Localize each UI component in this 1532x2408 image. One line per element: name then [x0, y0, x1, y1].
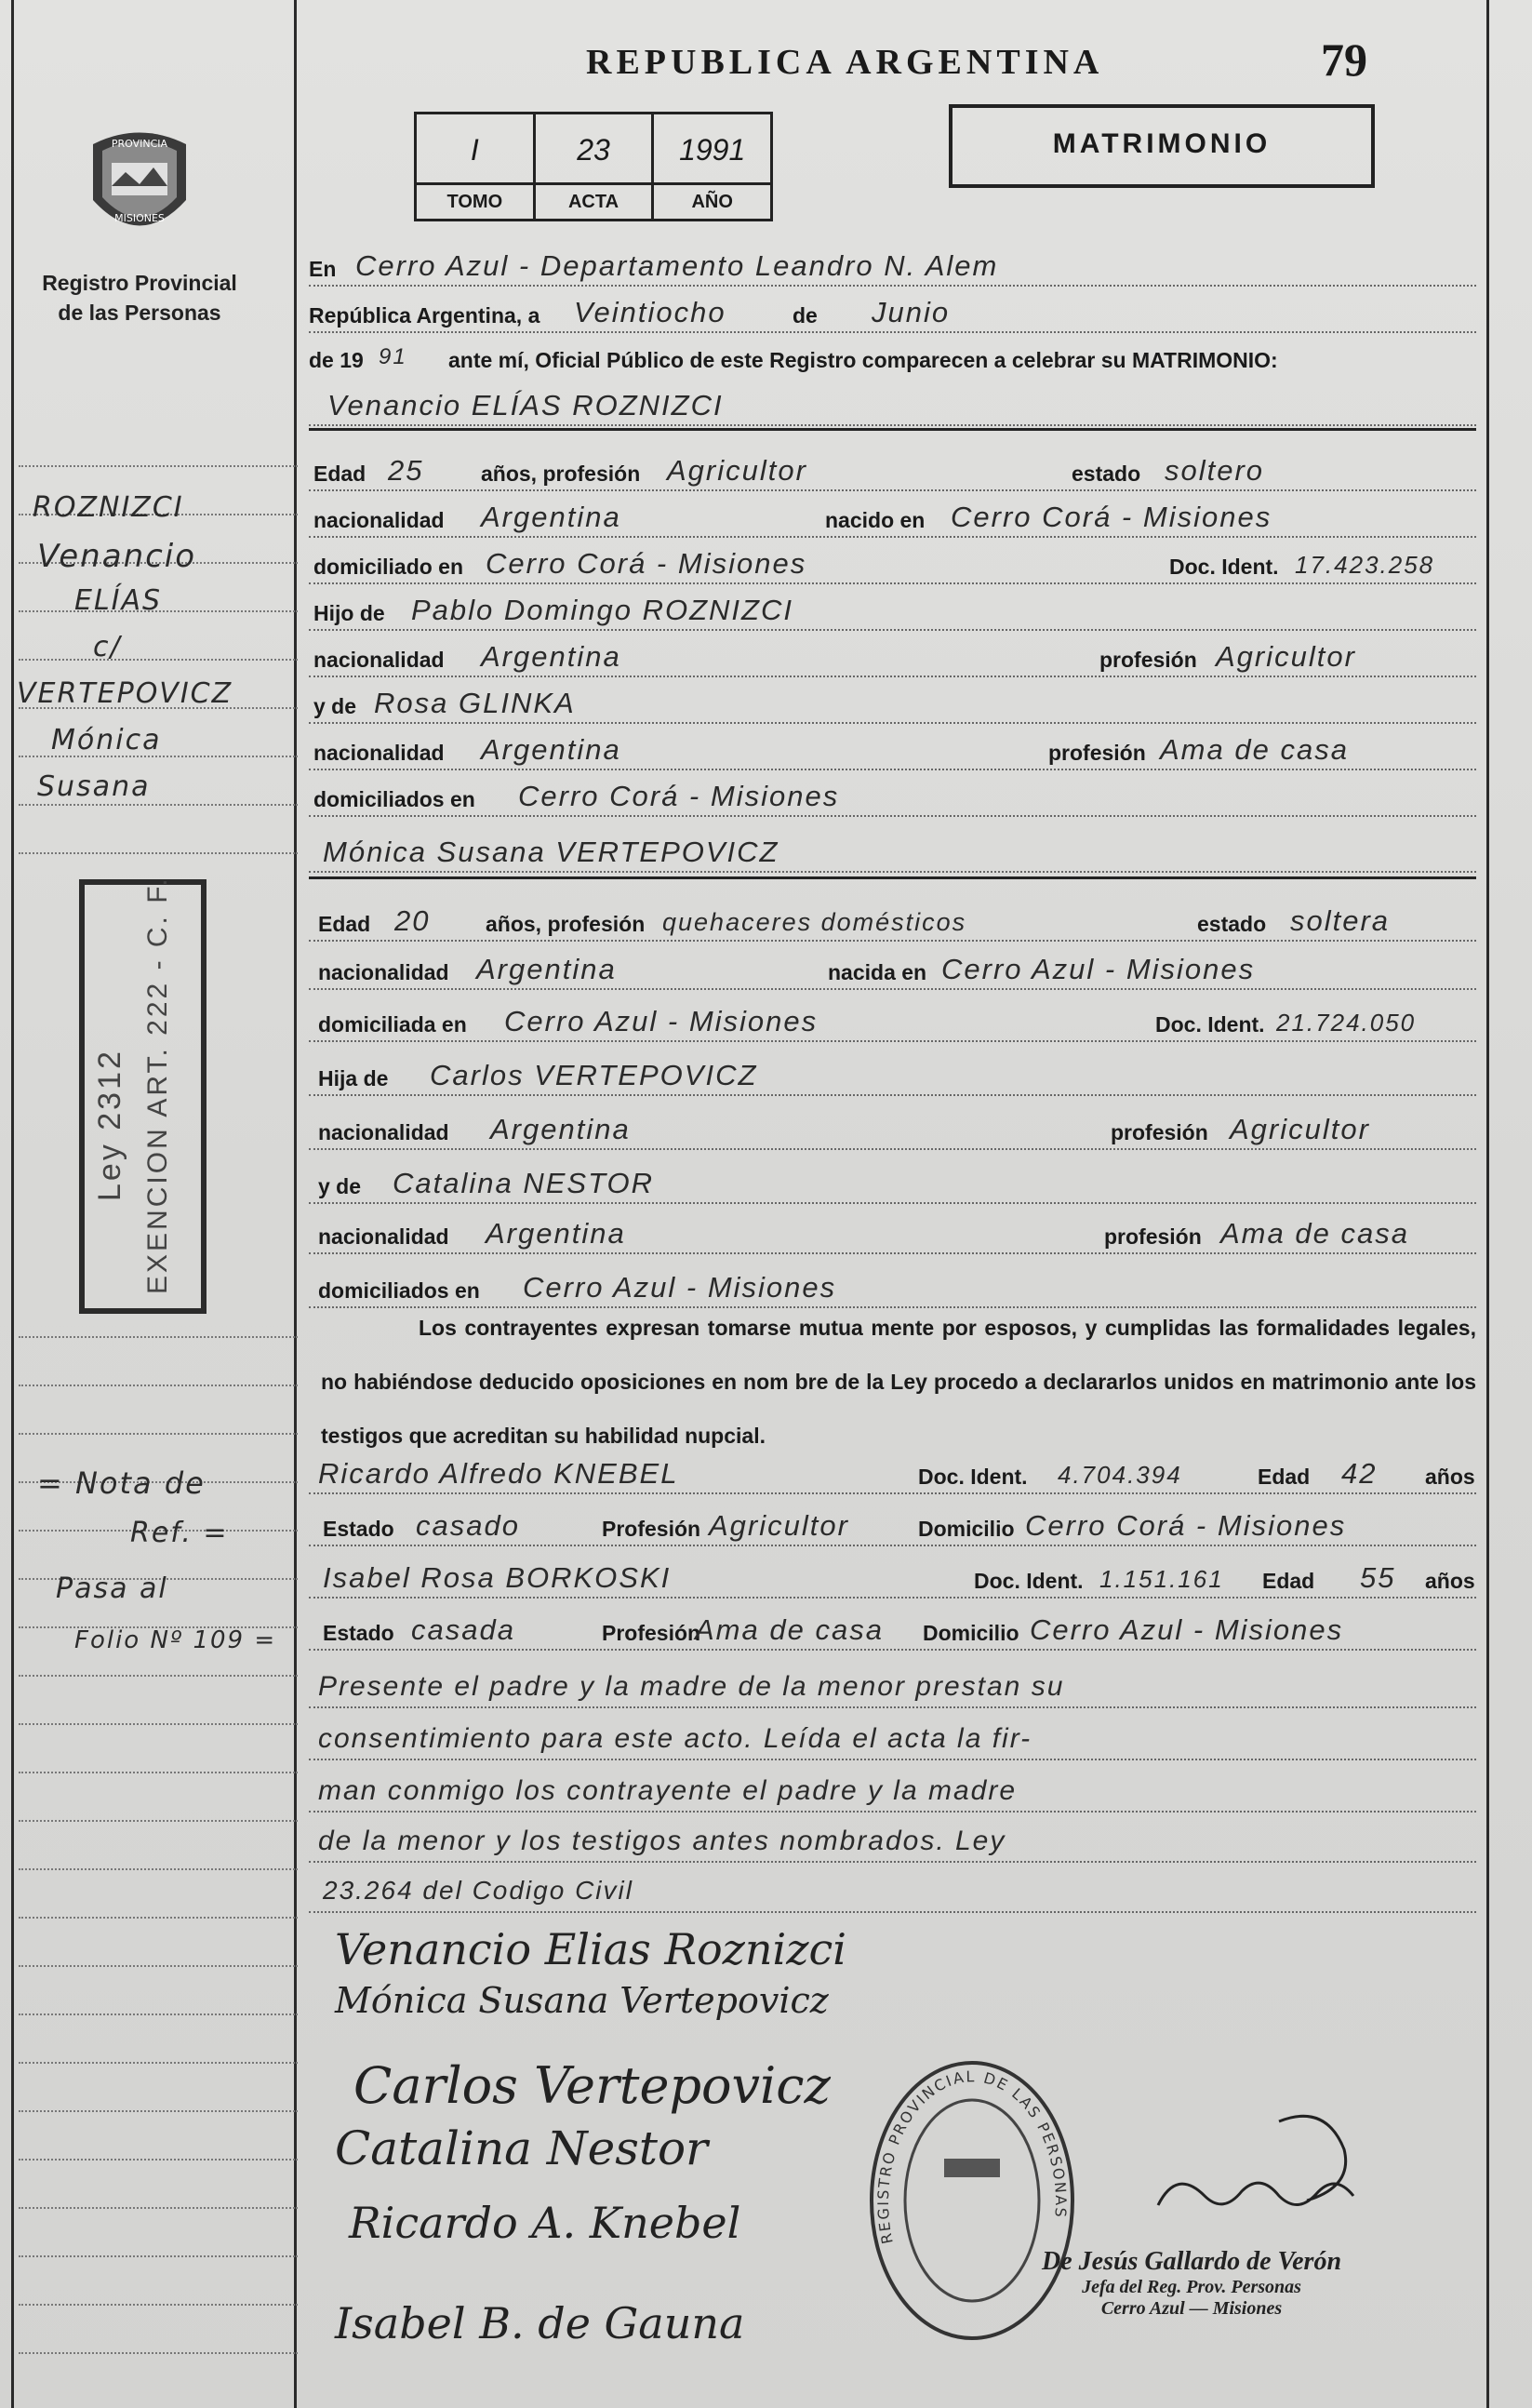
domiciliado-label: domiciliado en [313, 555, 464, 579]
witness2-profession: Ama de casa [695, 1613, 884, 1646]
anio-label: AÑO [654, 182, 770, 219]
nacida-en-label: nacida en [828, 960, 927, 984]
signature-father: Carlos Vertepovicz [353, 2056, 831, 2115]
intro-date-row [309, 296, 1476, 333]
intro-year-row [309, 341, 1476, 378]
witness2-status: casada [411, 1613, 515, 1646]
groom-mother-nat-row [309, 733, 1476, 770]
en-label: En [309, 257, 337, 281]
bride-father-nat-row [309, 1113, 1476, 1150]
margin-rule-line [19, 1772, 298, 1773]
margin-rule-line [19, 2013, 298, 2015]
witness1-profession: Agricultor [709, 1509, 849, 1542]
groom-profession: Agricultor [667, 454, 807, 487]
groom-dom-row [309, 547, 1476, 584]
anos-label: años [1425, 1465, 1475, 1489]
bride-name: Mónica Susana VERTEPOVICZ [323, 836, 779, 868]
domiciliados-label: domiciliados en [313, 787, 475, 811]
divider-1 [309, 428, 1476, 431]
witness1-row [309, 1457, 1476, 1494]
nacionalidad-label: nacionalidad [313, 508, 445, 532]
bride-father-row [309, 1059, 1476, 1096]
margin-divider-line [294, 0, 297, 2408]
bride-father: Carlos VERTEPOVICZ [430, 1059, 758, 1091]
profesion-label: profesión [1104, 1224, 1202, 1249]
de-label: de [793, 303, 818, 328]
signature-bride: Mónica Susana Vertepovicz [335, 1980, 829, 2021]
groom-domicile: Cerro Corá - Misiones [486, 547, 807, 580]
bride-father-profession: Agricultor [1230, 1113, 1370, 1145]
margin-rule-line [19, 2255, 298, 2257]
margin-rule-line [19, 804, 298, 806]
witness1-doc: 4.704.394 [1058, 1461, 1182, 1489]
observation-5: 23.264 del Codigo Civil [323, 1876, 633, 1905]
domiciliados-label: domiciliados en [318, 1278, 480, 1303]
edad-label: Edad [1262, 1569, 1315, 1593]
anio-value: 1991 [679, 133, 746, 167]
margin-rule-line [19, 1433, 298, 1435]
groom-mother: Rosa GLINKA [374, 687, 576, 719]
exencion-stamp [79, 876, 206, 1314]
provincial-seal-icon [84, 121, 195, 251]
acta-cell [536, 114, 655, 219]
groom-age-row [309, 454, 1476, 491]
margin-name-5: VERTEPOVICZ [17, 677, 233, 710]
margin-name-6: Mónica [51, 724, 162, 756]
margin-rule-line [19, 1336, 298, 1338]
folio-number: 79 [1321, 33, 1367, 86]
doc-ident-label: Doc. Ident. [974, 1569, 1084, 1593]
witness1-age: 42 [1341, 1457, 1378, 1490]
registry-line1: Registro Provincial [42, 271, 237, 295]
margin-rule-line [19, 2304, 298, 2306]
groom-father-profession: Agricultor [1216, 640, 1356, 673]
observation-row-3 [309, 1775, 1476, 1813]
witness1-details-row [309, 1509, 1476, 1546]
acta-value: 23 [577, 133, 610, 167]
year-suffix: 91 [379, 344, 407, 369]
margin-rule-line [19, 1820, 298, 1822]
observation-row-2 [309, 1723, 1476, 1760]
profesion-label: profesión [1099, 648, 1197, 672]
groom-nationality: Argentina [481, 501, 621, 533]
year-prefix: de 19 [309, 348, 364, 372]
margin-rule-line [19, 659, 298, 661]
observation-row-5 [309, 1876, 1476, 1913]
matrimonio-box [949, 104, 1375, 188]
nacido-en-label: nacido en [825, 508, 926, 532]
stamp-text: REGISTRO PROVINCIAL DE LAS PERSONAS [873, 2067, 1071, 2246]
groom-nat-row [309, 501, 1476, 538]
bride-father-nationality: Argentina [490, 1113, 631, 1145]
margin-rule-line [19, 2207, 298, 2209]
bride-profession: quehaceres domésticos [662, 908, 967, 936]
doc-ident-label: Doc. Ident. [1169, 555, 1279, 579]
margin-name-3: ELÍAS [74, 584, 163, 617]
signature-witness1: Ricardo A. Knebel [349, 2198, 741, 2248]
witness2-doc: 1.151.161 [1099, 1565, 1224, 1593]
margin-name-4: c/ [93, 631, 122, 663]
bride-mother-nat-row [309, 1217, 1476, 1254]
tomo-value: I [470, 133, 479, 167]
nota-line4: Folio Nº 109 = [74, 1626, 277, 1654]
hija-de-label: Hija de [318, 1066, 389, 1090]
margin-rule-line [19, 2352, 298, 2354]
divider-2 [309, 876, 1476, 879]
bride-nat-row [309, 953, 1476, 990]
signature-mother: Catalina Nestor [335, 2121, 708, 2175]
profesion-label: Profesión [602, 1621, 701, 1645]
anos-label: años [1425, 1569, 1475, 1593]
anos-profesion-label: años, profesión [481, 462, 641, 486]
estado-label: estado [1197, 912, 1267, 936]
doc-ident-label: Doc. Ident. [918, 1465, 1028, 1489]
observation-row-4 [309, 1826, 1476, 1863]
margin-name-1: ROZNIZCI [33, 491, 184, 524]
witness1-domicile: Cerro Corá - Misiones [1025, 1509, 1347, 1542]
groom-mother-row [309, 687, 1476, 724]
edad-label: Edad [318, 912, 371, 936]
y-de-label: y de [318, 1174, 362, 1198]
intro-day: Veintiocho [574, 296, 726, 328]
anio-cell [654, 114, 770, 219]
exencion-line2: EXENCION ART. 222 - C. F. [142, 876, 173, 1294]
groom-father-nat-row [309, 640, 1476, 677]
y-de-label: y de [313, 694, 357, 718]
svg-text:PROVINCIA: PROVINCIA [111, 138, 168, 150]
svg-text:REGISTRO PROVINCIAL DE LAS PER [874, 2067, 1070, 2245]
tomo-acta-anio-box [414, 112, 773, 221]
margin-rule-line [19, 2159, 298, 2161]
country-header: REPUBLICA ARGENTINA [586, 43, 1104, 82]
right-edge-line [1486, 0, 1489, 2408]
nacionalidad-label: nacionalidad [313, 648, 445, 672]
bride-mother-nationality: Argentina [486, 1217, 626, 1250]
bride-domicile: Cerro Azul - Misiones [504, 1005, 819, 1037]
intro-place-row [309, 249, 1476, 287]
bride-nationality: Argentina [476, 953, 617, 985]
estado-label: Estado [323, 1621, 394, 1645]
acta-label: ACTA [536, 182, 652, 219]
margin-rule-line [19, 1965, 298, 1967]
nacionalidad-label: nacionalidad [313, 741, 445, 765]
domicilio-label: Domicilio [918, 1517, 1015, 1541]
domiciliada-label: domiciliada en [318, 1012, 467, 1037]
hijo-de-label: Hijo de [313, 601, 385, 625]
groom-mother-profession: Ama de casa [1160, 733, 1349, 766]
witness1-status: casado [416, 1509, 520, 1542]
estado-label: estado [1072, 462, 1141, 486]
groom-parents-dom-row [309, 780, 1476, 817]
groom-father-nationality: Argentina [481, 640, 621, 673]
groom-status: soltero [1165, 454, 1265, 487]
svg-text:MISIONES: MISIONES [114, 212, 165, 224]
margin-rule-line [19, 2062, 298, 2064]
estado-label: Estado [323, 1517, 394, 1541]
margin-name-7: Susana [37, 770, 151, 803]
observation-3: man conmigo los contrayente el padre y la madre [318, 1775, 1018, 1806]
bride-mother-row [309, 1167, 1476, 1204]
bride-age: 20 [394, 904, 431, 937]
bride-mother-profession: Ama de casa [1220, 1217, 1409, 1250]
officer-place: Cerro Azul — Misiones [1100, 2298, 1283, 2319]
nota-line2: Ref. = [130, 1517, 229, 1549]
bride-doc: 21.724.050 [1276, 1009, 1417, 1037]
witness2-row [309, 1561, 1476, 1599]
witness2-domicile: Cerro Azul - Misiones [1030, 1613, 1344, 1646]
observation-row-1 [309, 1671, 1476, 1708]
nacionalidad-label: nacionalidad [318, 960, 449, 984]
bride-age-row [309, 904, 1476, 942]
edad-label: Edad [1258, 1465, 1311, 1489]
margin-rule-line [19, 1917, 298, 1919]
groom-born: Cerro Corá - Misiones [951, 501, 1272, 533]
registry-line2: de las Personas [58, 301, 221, 325]
margin-rule-line [19, 852, 298, 854]
groom-doc: 17.423.258 [1295, 551, 1435, 579]
anos-profesion-label: años, profesión [486, 912, 646, 936]
officer-signature-icon [1139, 2084, 1381, 2233]
profesion-label: profesión [1111, 1120, 1208, 1144]
registry-label [28, 268, 251, 328]
bride-parents-domicile: Cerro Azul - Misiones [523, 1271, 837, 1304]
margin-rule-line [19, 465, 298, 467]
witness1-name: Ricardo Alfredo KNEBEL [318, 1457, 679, 1490]
domicilio-label: Domicilio [923, 1621, 1019, 1645]
margin-rule-line [19, 1675, 298, 1677]
intro-place: Cerro Azul - Departamento Leandro N. Alem [355, 249, 999, 282]
groom-father-row [309, 594, 1476, 631]
bride-name-row [309, 836, 1476, 873]
groom-name-row [309, 389, 1476, 426]
groom-father: Pablo Domingo ROZNIZCI [411, 594, 793, 626]
margin-rule-line [19, 1723, 298, 1725]
observation-2: consentimiento para este acto. Leída el acta la fir- [318, 1723, 1032, 1754]
intro-statement: ante mí, Oficial Público de este Registro comparecen a celebrar su MATRIMONIO: [448, 348, 1278, 372]
margin-rule-line [19, 2110, 298, 2112]
groom-mother-nationality: Argentina [481, 733, 621, 766]
margin-name-2: Venancio [37, 538, 197, 575]
observation-4: de la menor y los testigos antes nombrados. Ley [318, 1826, 1006, 1856]
witness2-name: Isabel Rosa BORKOSKI [323, 1561, 672, 1594]
left-edge-line [11, 0, 14, 2408]
intro-month: Junio [872, 296, 951, 328]
bride-status: soltera [1290, 904, 1391, 937]
signature-witness2: Isabel B. de Gauna [335, 2298, 745, 2348]
nota-line1: = Nota de [37, 1465, 206, 1501]
signature-groom: Venancio Elias Roznizci [335, 1924, 846, 1974]
officer-block [1042, 2247, 1341, 2320]
groom-parents-domicile: Cerro Corá - Misiones [518, 780, 840, 812]
edad-label: Edad [313, 462, 366, 486]
tomo-label: TOMO [417, 182, 533, 219]
margin-rule-line [19, 1868, 298, 1870]
republica-label: República Argentina, a [309, 303, 540, 328]
nacionalidad-label: nacionalidad [318, 1120, 449, 1144]
tomo-cell [417, 114, 536, 219]
profesion-label: profesión [1048, 741, 1146, 765]
bride-dom-row [309, 1005, 1476, 1042]
witness2-details-row [309, 1613, 1476, 1651]
observation-1: Presente el padre y la madre de la menor prestan su [318, 1671, 1065, 1702]
declaration-text: Los contrayentes expresan tomarse mutua mente por esposos, y cumplidas las formalidades legales, no habiéndose deducido oposiciones en nom bre de la Ley procedo a declararlos unidos en matrimonio ante los testigos que acreditan su habilidad nupcial. [321, 1316, 1476, 1448]
margin-rule-line [19, 1385, 298, 1386]
witness2-age: 55 [1360, 1561, 1396, 1594]
officer-title: Jefa del Reg. Prov. Personas [1082, 2277, 1301, 2297]
bride-born: Cerro Azul - Misiones [941, 953, 1256, 985]
groom-age: 25 [388, 454, 424, 487]
bride-mother: Catalina NESTOR [393, 1167, 654, 1199]
groom-name: Venancio ELÍAS ROZNIZCI [327, 389, 724, 421]
nacionalidad-label: nacionalidad [318, 1224, 449, 1249]
doc-ident-label: Doc. Ident. [1155, 1012, 1265, 1037]
exencion-line1: Ley 2312 [92, 1049, 127, 1201]
profesion-label: Profesión [602, 1517, 701, 1541]
matrimonio-title: MATRIMONIO [1052, 128, 1272, 159]
nota-line3: Pasa al [56, 1572, 168, 1605]
officer-name: De Jesús Gallardo de Verón [1042, 2247, 1342, 2276]
